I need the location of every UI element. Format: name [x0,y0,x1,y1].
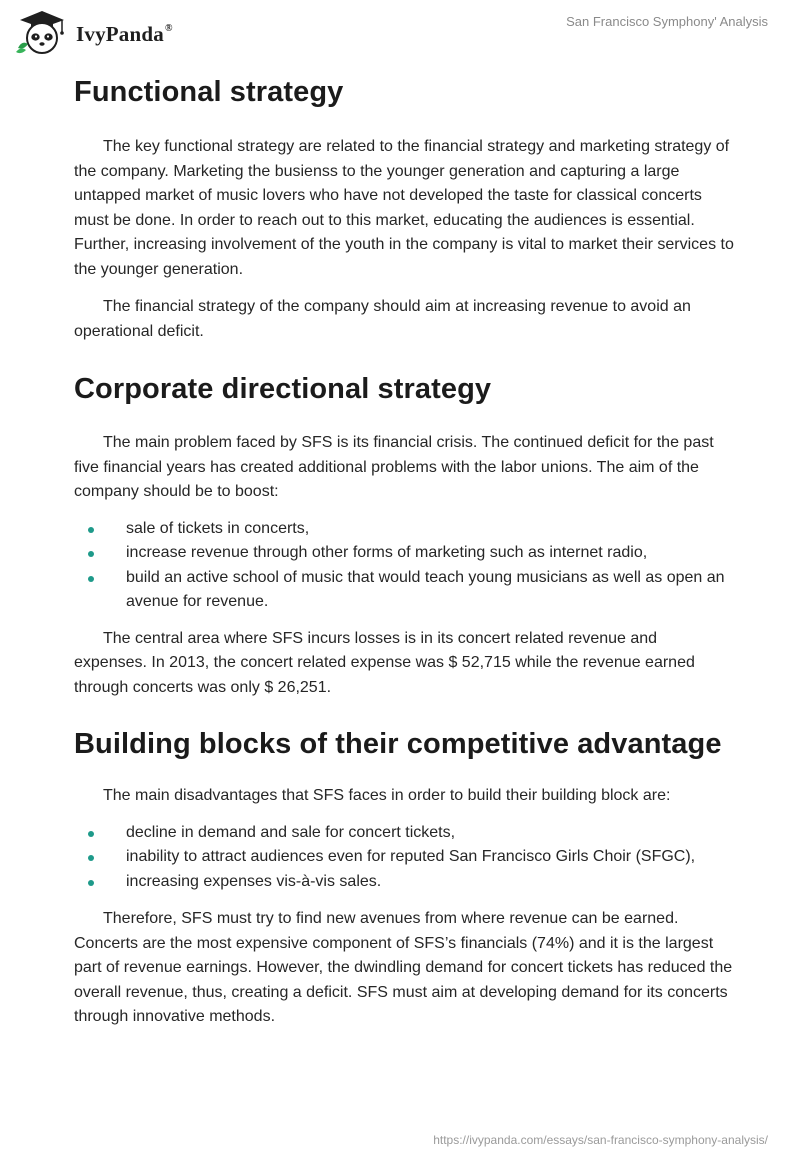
brand-name: IvyPanda® [76,22,173,46]
ivypanda-logo[interactable] [12,8,202,56]
bullet-list [74,821,734,895]
panda-mascot-icon [12,8,72,56]
list-item: decline in demand and sale for concert tickets, [74,821,734,846]
bullet-list [74,517,734,615]
bullet-icon [88,855,94,861]
paragraph: The main problem faced by SFS is its financial crisis. The continued deficit for the past five financial years has created additional problems with the labor unions. The aim of the company should be to boost: [74,434,714,500]
paragraph: Therefore, SFS must try to find new avenues from where revenue can be earned. Concerts are the most expensive component of SFS’s financials (74%) and it is the largest part of revenue earnings. However, the dwindling demand for concert tickets has reduced the overall revenue, thus, creating a deficit. SFS must aim at developing demand for its concerts through innovative methods. [74,910,733,1025]
document-title: San Francisco Symphony' Analysis [566,14,768,29]
list-item: sale of tickets in concerts, [74,517,734,542]
bullet-icon [88,527,94,533]
article-body [74,70,734,1030]
paragraph: The main disadvantages that SFS faces in order to build their building block are: [103,787,671,804]
paragraph: The central area where SFS incurs losses is in its concert related revenue and expenses. In 2013, the concert related expense was $ 52,715 while the revenue earned through concerts was only $ 26,251. [74,629,695,696]
list-item: increase revenue through other forms of marketing such as internet radio, [74,541,734,566]
bullet-icon [88,831,94,837]
section-heading: Corporate directional strategy [74,373,492,405]
page-header [0,0,800,60]
list-item: build an active school of music that would teach young musicians as well as open an avenue for revenue. [74,566,734,615]
list-item: increasing expenses vis-à-vis sales. [74,870,734,895]
paragraph: The financial strategy of the company should aim at increasing revenue to avoid an operational deficit. [74,298,691,340]
list-item: inability to attract audiences even for reputed San Francisco Girls Choir (SFGC), [74,845,734,870]
paragraph: The key functional strategy are related to the financial strategy and marketing strategy of the company. Marketing the busienss to the younger generation and capturing a large untapped market of music lovers who have not developed the taste for classical concerts must be done. In order to reach out to this market, educating the audiences is essential. Further, increasing involvement of the youth in the company is vital to market their services to the younger generation. [74,138,734,278]
source-url-link[interactable]: https://ivypanda.com/essays/san-francisco-symphony-analysis/ [433,1133,768,1147]
section-heading: Functional strategy [74,76,344,108]
section-heading: Building blocks of their competitive advantage [74,728,722,760]
bullet-icon [88,551,94,557]
bullet-icon [88,880,94,886]
bullet-icon [88,576,94,582]
